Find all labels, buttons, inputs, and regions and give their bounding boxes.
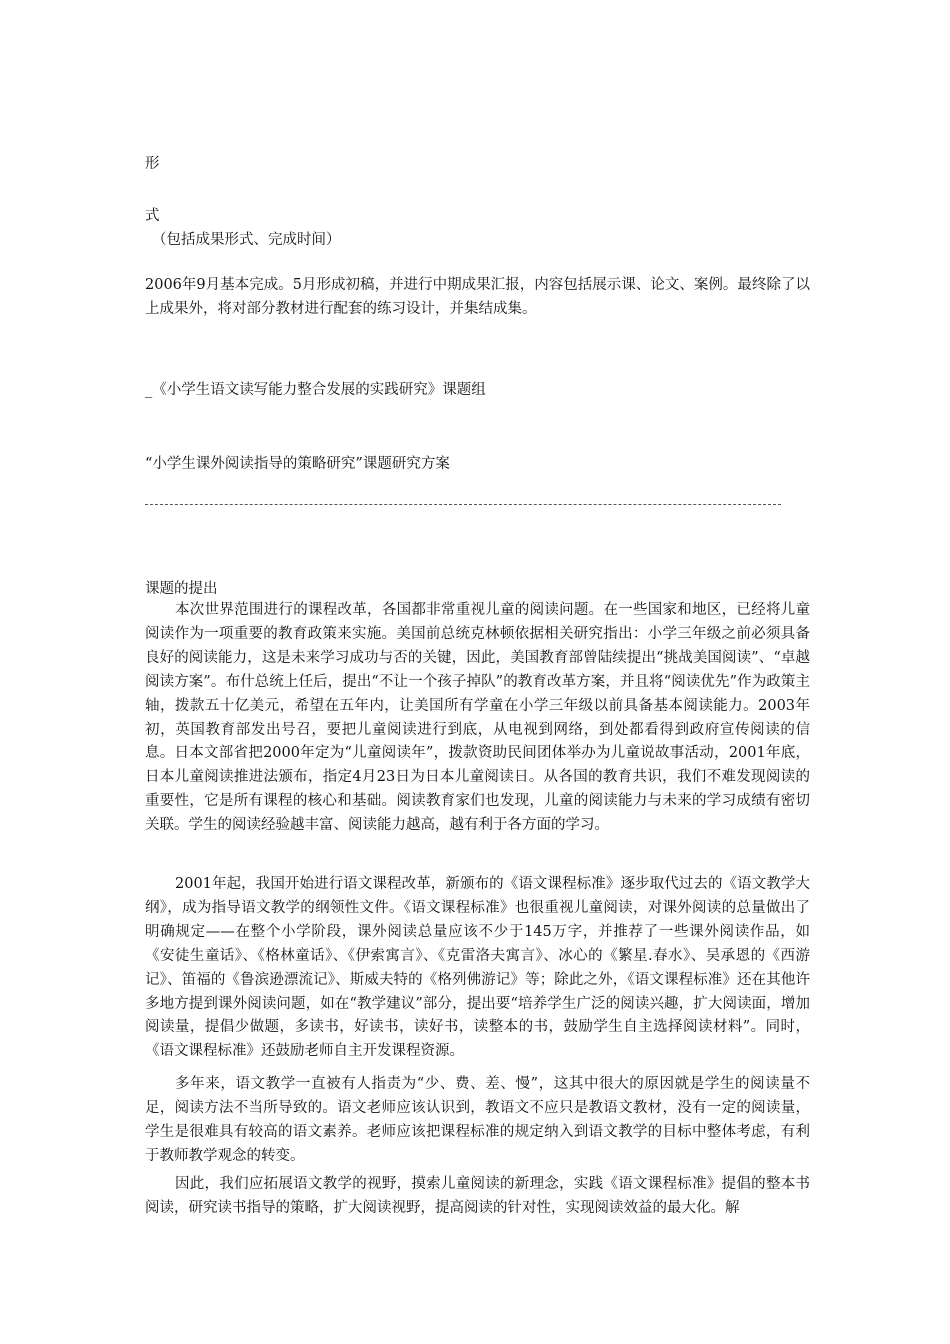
form-note: （包括成果形式、完成时间） (152, 232, 341, 248)
body-paragraph: 本次世界范围进行的课程改革，各国都非常重视儿童的阅读问题。在一些国家和地区，已经将儿童阅读作为一项重要的教育政策来实施。美国前总统克林顿依据相关研究指出：小学三年级之前必须具备良好的阅读能力，这是未来学习成功与否的关键，因此，美国教育部曾陆续提出“挑战美国阅读”、“卓越阅读方案”。布什总统上任后，提出“不让一个孩子掉队”的教育改革方案，并且将“阅读优先”作为政策主轴，拨款五十亿美元，希望在五年内，让美国所有学童在小学三年级以前具备基本阅读能力。2003年初，英国教育部发出号召，要把儿童阅读进行到底，从电视到网络，到处都看得到政府宣传阅读的信息。日本文部省把2000年定为“儿童阅读年”，拨款资助民间团体举办为儿童说故事活动，2001年底，日本儿童阅读推进法颁布，指定4月23日为日本儿童阅读日。从各国的教育共识，我们不难发现阅读的重要性，它是所有课程的核心和基础。阅读教育家们也发现，儿童的阅读能力与未来的学习成绩有密切关联。学生的阅读经验越丰富、阅读能力越高，越有利于各方面的学习。 (145, 602, 810, 834)
body-paragraph: 多年来，语文教学一直被有人指责为“少、费、差、慢”，这其中很大的原因就是学生的阅读量不足，阅读方法不当所导致的。语文老师应该认识到，教语文不应只是教语文教材，没有一定的阅读量，学生是很难具有较高的语文素养。老师应该把课程标准的规定纳入到语文教学的目标中整体考虑，有利于教师教学观念的转变。 (145, 1076, 810, 1164)
dashed-divider (145, 504, 781, 505)
body-paragraph: 因此，我们应拓展语文教学的视野，摸索儿童阅读的新理念，实践《语文课程标准》提倡的整本书阅读，研究读书指导的策略，扩大阅读视野，提高阅读的针对性，实现阅读效益的最大化。解 (145, 1176, 810, 1216)
plan-title: “小学生课外阅读指导的策略研究”课题研究方案 (145, 456, 450, 472)
form-char-xing: 形 (145, 156, 160, 172)
body-paragraph: 2001年起，我国开始进行语文课程改革，新颁布的《语文课程标准》逐步取代过去的《语文教学大纲》，成为指导语文教学的纲领性文件。《语文课程标准》也很重视儿童阅读，对课外阅读的总量做出了明确规定——在整个小学阶段，课外阅读总量应该不少于145万字，并推荐了一些课外阅读作品，如《安徒生童话》、《格林童话》、《伊索寓言》、《克雷洛夫寓言》、冰心的《繁星.春水》、吴承恩的《西游记》、笛福的《鲁滨逊漂流记》、斯威夫特的《格列佛游记》等；除此之外，《语文课程标准》还在其他许多地方提到课外阅读问题，如在“教学建议”部分，提出要“培养学生广泛的阅读兴趣，扩大阅读面，增加阅读量，提倡少做题，多读书，好读书，读好书，读整本的书，鼓励学生自主选择阅读材料”。同时，《语文课程标准》还鼓励老师自主开发课程资源。 (145, 876, 810, 1060)
research-group-line: _《小学生语文读写能力整合发展的实践研究》课题组 (145, 382, 486, 398)
completion-paragraph: 2006年9月基本完成。5月形成初稿，并进行中期成果汇报，内容包括展示课、论文、案例。最终除了以上成果外，将对部分教材进行配套的练习设计，并集结成集。 (145, 277, 810, 317)
section-heading: 课题的提出 (145, 581, 218, 597)
form-char-shi: 式 (145, 208, 160, 224)
